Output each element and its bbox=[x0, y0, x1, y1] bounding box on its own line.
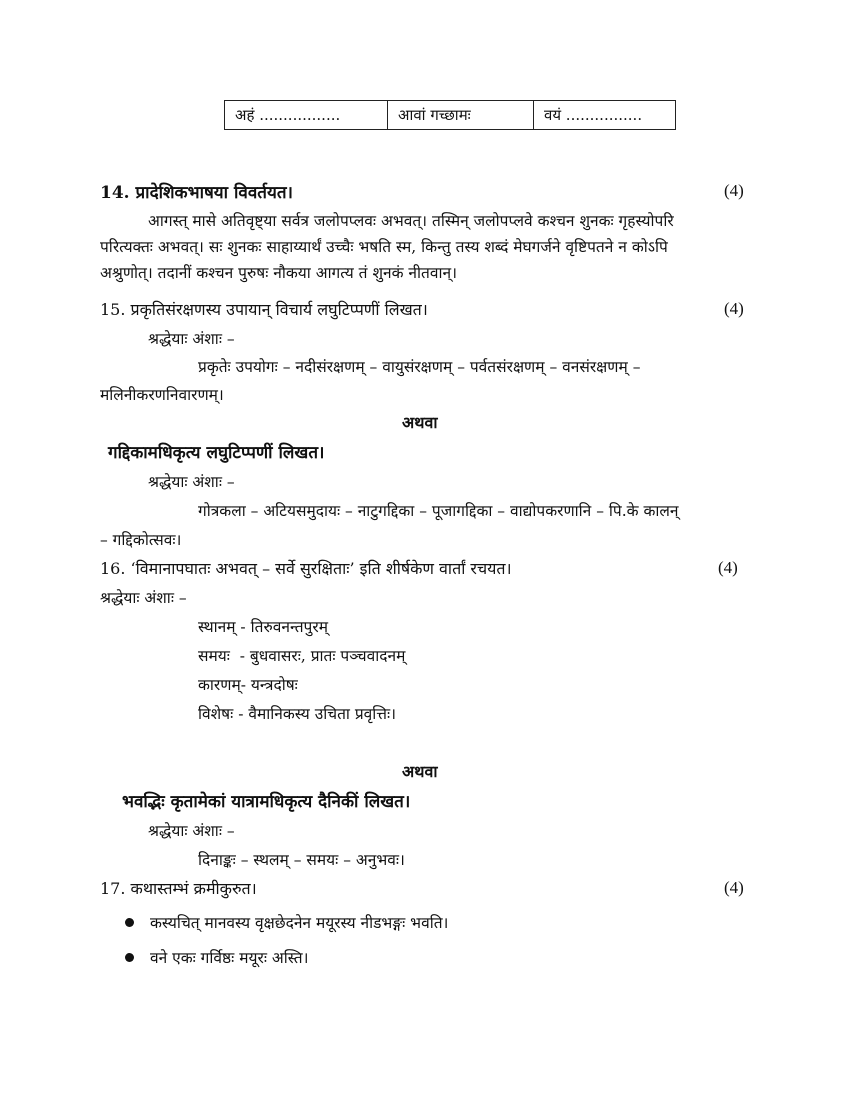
question-16-title: 16. ‘विमानापघातः अभवत् – सर्वे सुरक्षिताः’ इति शीर्षकेण वार्तां रचयत। bbox=[100, 559, 512, 578]
table-cell: आवां गच्छामः bbox=[388, 101, 534, 130]
pronoun-table bbox=[224, 100, 676, 130]
passage-line: आगस्त् मासे अतिवृष्ट्या सर्वत्र जलोपप्लवः अभवत्। तस्मिन् जलोपप्लवे कश्चन शुनकः गृहस्योपरि bbox=[148, 212, 674, 230]
passage-line: अश्रुणोत्। तदानीं कश्चन पुरुषः नौकया आगत्य तं शुनकं नीतवान्। bbox=[100, 264, 457, 282]
hint-label: श्रद्धेयाः अंशाः – bbox=[148, 330, 235, 348]
detail-line: कारणम्- यन्त्रदोषः bbox=[198, 676, 298, 694]
hint-line: गोत्रकला – अटियसमुदायः – नाटुगद्दिका – पूजागद्दिका – वाद्योपकरणानि – पि.के कालन् bbox=[198, 502, 679, 520]
list-item: वने एकः गर्विष्ठः मयूरः अस्ति। bbox=[150, 949, 309, 967]
hint-line: मलिनीकरणनिवारणम्। bbox=[100, 386, 224, 404]
question-15-title: 15. प्रकृतिसंरक्षणस्य उपायान् विचार्य लघुटिप्पणीं लिखत। bbox=[100, 300, 428, 319]
question-14-passage bbox=[100, 208, 760, 286]
question-15-marks: (4) bbox=[724, 299, 744, 318]
hint-line: प्रकृतेः उपयोगः – नदीसंरक्षणम् – वायुसंरक्षणम् – पर्वतसंरक्षणम् – वनसंरक्षणम् – bbox=[198, 358, 641, 376]
hint-line: दिनाङ्कः – स्थलम् – समयः – अनुभवः। bbox=[198, 851, 405, 869]
question-17-marks: (4) bbox=[724, 878, 744, 897]
question-16-alt-title: भवद्भिः कृतामेकां यात्रामधिकृत्य दैनिकीं लिखत। bbox=[122, 792, 411, 812]
bullet-icon bbox=[125, 953, 134, 962]
hint-line: – गद्दिकोत्सवः। bbox=[100, 531, 182, 549]
question-14-title: 14. प्रादेशिकभाषया विवर्तयत। bbox=[100, 183, 293, 203]
table-cell: वयं ................ bbox=[534, 101, 676, 130]
athava-heading: अथवा bbox=[402, 762, 438, 781]
athava-heading: अथवा bbox=[402, 413, 438, 432]
table-cell: अहं ................. bbox=[225, 101, 388, 130]
detail-line: विशेषः - वैमानिकस्य उचिता प्रवृत्तिः। bbox=[198, 705, 397, 723]
question-15-alt-title: गद्दिकामधिकृत्य लघुटिप्पणीं लिखत। bbox=[108, 443, 325, 463]
hint-label: श्रद्धेयाः अंशाः – bbox=[148, 473, 235, 491]
hint-label: श्रद्धेयाः अंशाः – bbox=[100, 589, 187, 607]
detail-line: स्थानम् - तिरुवनन्तपुरम् bbox=[198, 618, 328, 636]
detail-line: समयः - बुधवासरः, प्रातः पञ्चवादनम् bbox=[198, 647, 406, 665]
list-item: कस्यचित् मानवस्य वृक्षछेदनेन मयूरस्य नीडभङ्गः भवति। bbox=[150, 914, 449, 932]
passage-line: परित्यक्तः अभवत्। सः शुनकः साहाय्यार्थं उच्चैः भषति स्म, किन्तु तस्य शब्दं मेघगर्जने वृष्टिपतने न कोऽपि bbox=[100, 238, 668, 256]
question-16-marks: (4) bbox=[718, 558, 738, 577]
table-row bbox=[225, 101, 676, 130]
question-14-marks: (4) bbox=[724, 181, 744, 200]
bullet-icon bbox=[125, 918, 134, 927]
question-17-title: 17. कथास्तम्भं क्रमीकुरुत। bbox=[100, 879, 257, 898]
hint-label: श्रद्धेयाः अंशाः – bbox=[148, 822, 235, 840]
